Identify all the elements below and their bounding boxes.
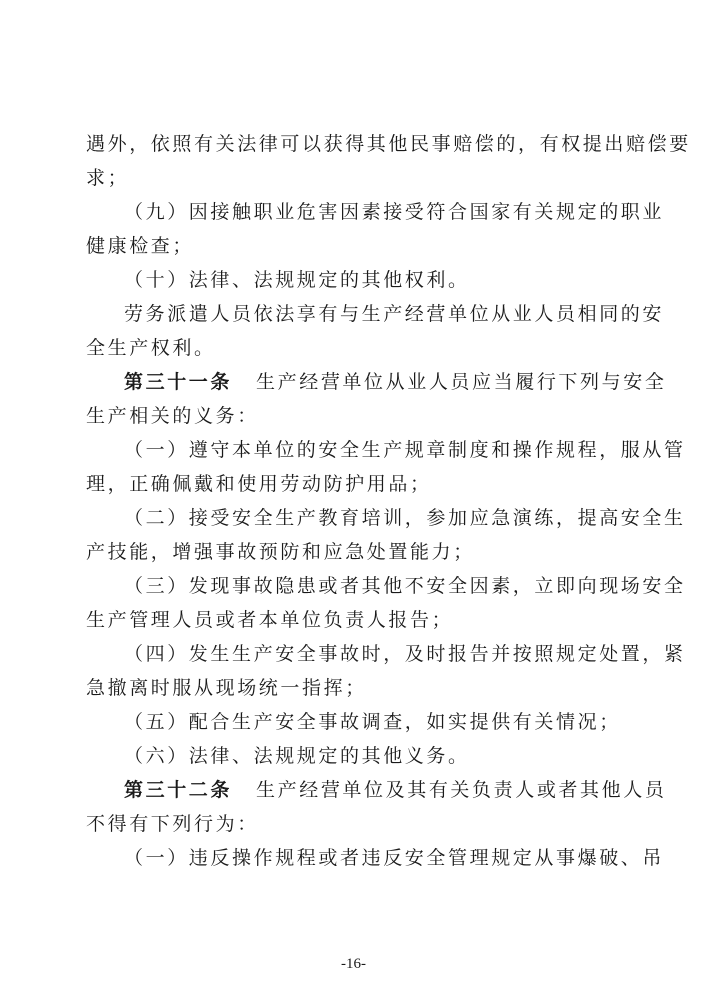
text-line: （二）接受安全生产教育培训，参加应急演练，提高安全生 <box>124 507 686 529</box>
text-line: 劳务派遣人员依法享有与生产经营单位从业人员相同的安 <box>124 303 665 325</box>
text-line: 健康检查； <box>86 235 195 257</box>
text-line: 全生产权利。 <box>86 337 216 359</box>
text-line: 遇外，依照有关法律可以获得其他民事赔偿的，有权提出赔偿要 <box>86 133 691 155</box>
article-line <box>124 777 707 803</box>
text-line: 求； <box>86 167 130 189</box>
text-line: 理，正确佩戴和使用劳动防护用品； <box>86 473 432 495</box>
text-line: 急撤离时服从现场统一指挥； <box>86 677 367 699</box>
text-line: （三）发现事故隐患或者其他不安全因素，立即向现场安全 <box>124 575 686 597</box>
text-line: 生产相关的义务： <box>86 405 259 427</box>
text-line: （十）法律、法规规定的其他权利。 <box>124 269 470 291</box>
article-line <box>124 369 707 395</box>
text-line: （六）法律、法规规定的其他义务。 <box>124 745 470 767</box>
text-line: （九）因接触职业危害因素接受符合国家有关规定的职业 <box>124 201 665 223</box>
article-31-title: 第三十一条 <box>124 371 233 393</box>
text-line: （四）发生生产安全事故时，及时报告并按照规定处置，紧 <box>124 643 686 665</box>
page-number: -16- <box>341 956 366 972</box>
text-line: （一）遵守本单位的安全生产规章制度和操作规程，服从管 <box>124 439 686 461</box>
article-32-text: 生产经营单位及其有关负责人或者其他人员 <box>256 779 667 801</box>
text-line: 产技能，增强事故预防和应急处置能力； <box>86 541 475 563</box>
text-line: 生产管理人员或者本单位负责人报告； <box>86 609 454 631</box>
text-line: 不得有下列行为： <box>86 813 259 835</box>
text-line: （五）配合生产安全事故调查，如实提供有关情况； <box>124 711 621 733</box>
text-line: （一）违反操作规程或者违反安全管理规定从事爆破、吊 <box>124 847 665 869</box>
article-32-title: 第三十二条 <box>124 779 233 801</box>
article-31-text: 生产经营单位从业人员应当履行下列与安全 <box>256 371 667 393</box>
